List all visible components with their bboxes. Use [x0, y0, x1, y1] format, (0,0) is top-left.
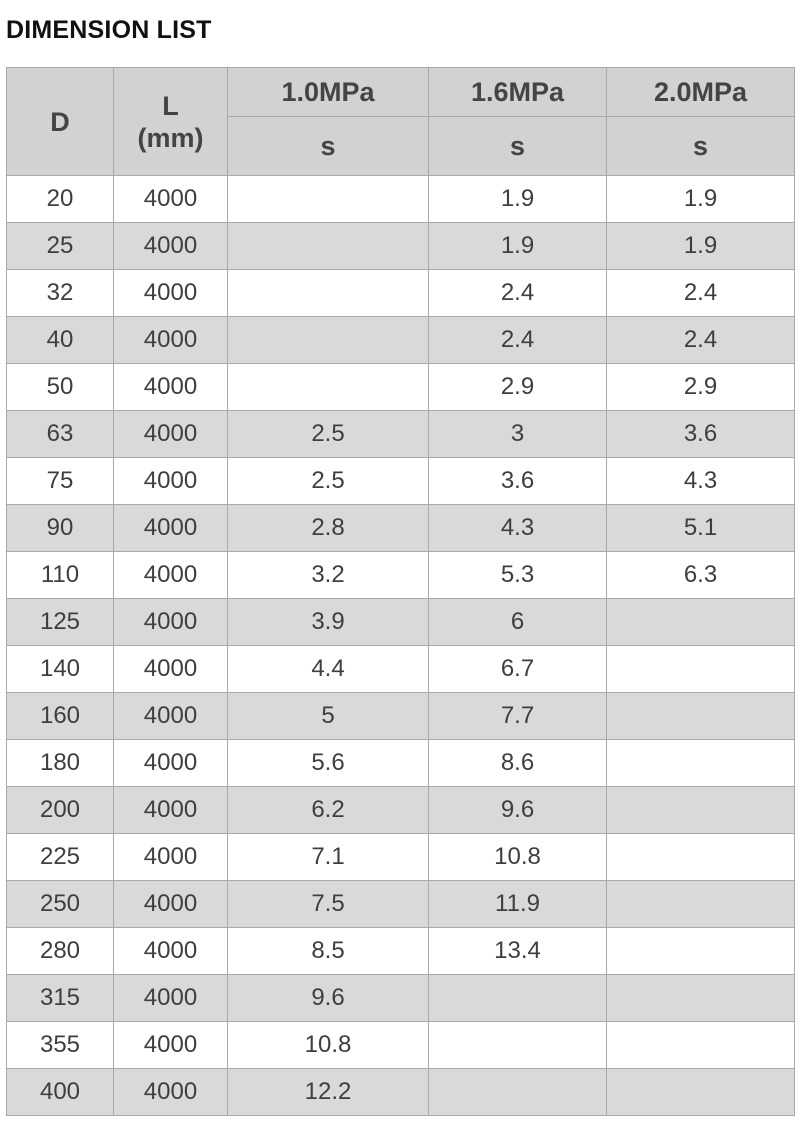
cell-l: 4000 — [114, 787, 228, 834]
cell-l: 4000 — [114, 458, 228, 505]
cell-s-2-0: 2.4 — [607, 270, 795, 317]
header-d: D — [7, 68, 114, 176]
cell-d: 315 — [7, 975, 114, 1022]
cell-l: 4000 — [114, 505, 228, 552]
cell-s-1-6: 1.9 — [429, 223, 607, 270]
cell-d: 50 — [7, 364, 114, 411]
cell-l: 4000 — [114, 646, 228, 693]
header-s-2-0: s — [607, 117, 795, 176]
table-row — [7, 1069, 795, 1116]
cell-s-2-0 — [607, 1022, 795, 1069]
cell-d: 40 — [7, 317, 114, 364]
cell-s-1-6 — [429, 975, 607, 1022]
cell-l: 4000 — [114, 693, 228, 740]
cell-s-1-0: 6.2 — [228, 787, 429, 834]
cell-s-2-0: 6.3 — [607, 552, 795, 599]
header-s-1-6: s — [429, 117, 607, 176]
cell-s-1-6: 10.8 — [429, 834, 607, 881]
cell-s-2-0 — [607, 646, 795, 693]
cell-l: 4000 — [114, 223, 228, 270]
cell-l: 4000 — [114, 411, 228, 458]
cell-d: 125 — [7, 599, 114, 646]
cell-d: 20 — [7, 176, 114, 223]
cell-s-1-0 — [228, 317, 429, 364]
cell-s-1-0: 7.1 — [228, 834, 429, 881]
cell-s-1-6: 3.6 — [429, 458, 607, 505]
table-row — [7, 646, 795, 693]
cell-s-1-6: 4.3 — [429, 505, 607, 552]
cell-s-1-0: 7.5 — [228, 881, 429, 928]
cell-s-1-0: 5 — [228, 693, 429, 740]
cell-s-1-0: 9.6 — [228, 975, 429, 1022]
cell-s-2-0 — [607, 740, 795, 787]
cell-d: 63 — [7, 411, 114, 458]
table-row — [7, 552, 795, 599]
cell-l: 4000 — [114, 317, 228, 364]
cell-s-1-0: 2.5 — [228, 458, 429, 505]
header-pressure-1-6: 1.6MPa — [429, 68, 607, 117]
cell-d: 355 — [7, 1022, 114, 1069]
cell-l: 4000 — [114, 928, 228, 975]
cell-d: 250 — [7, 881, 114, 928]
table-row — [7, 458, 795, 505]
table-row — [7, 364, 795, 411]
header-pressure-2-0: 2.0MPa — [607, 68, 795, 117]
cell-l: 4000 — [114, 552, 228, 599]
table-row — [7, 176, 795, 223]
cell-d: 400 — [7, 1069, 114, 1116]
cell-s-1-0 — [228, 364, 429, 411]
cell-s-1-0: 12.2 — [228, 1069, 429, 1116]
cell-s-1-6: 1.9 — [429, 176, 607, 223]
header-l-line1: L — [162, 90, 179, 121]
cell-s-1-0: 10.8 — [228, 1022, 429, 1069]
cell-s-1-0 — [228, 223, 429, 270]
cell-l: 4000 — [114, 975, 228, 1022]
cell-s-1-0: 3.9 — [228, 599, 429, 646]
dimension-table — [6, 67, 795, 1116]
cell-s-1-6: 6 — [429, 599, 607, 646]
cell-d: 225 — [7, 834, 114, 881]
cell-l: 4000 — [114, 1022, 228, 1069]
cell-s-1-0: 5.6 — [228, 740, 429, 787]
cell-d: 280 — [7, 928, 114, 975]
cell-s-1-0: 2.5 — [228, 411, 429, 458]
cell-d: 25 — [7, 223, 114, 270]
cell-s-1-6 — [429, 1069, 607, 1116]
table-row — [7, 599, 795, 646]
cell-d: 110 — [7, 552, 114, 599]
cell-s-2-0 — [607, 928, 795, 975]
cell-d: 160 — [7, 693, 114, 740]
table-row — [7, 881, 795, 928]
cell-d: 75 — [7, 458, 114, 505]
cell-d: 200 — [7, 787, 114, 834]
cell-s-2-0 — [607, 881, 795, 928]
cell-s-2-0: 2.4 — [607, 317, 795, 364]
cell-s-2-0: 5.1 — [607, 505, 795, 552]
cell-s-1-6: 11.9 — [429, 881, 607, 928]
cell-s-1-6: 2.9 — [429, 364, 607, 411]
cell-s-1-6: 3 — [429, 411, 607, 458]
cell-d: 180 — [7, 740, 114, 787]
table-row — [7, 928, 795, 975]
cell-s-1-0 — [228, 270, 429, 317]
cell-s-2-0: 4.3 — [607, 458, 795, 505]
cell-s-2-0 — [607, 975, 795, 1022]
cell-s-1-6: 2.4 — [429, 270, 607, 317]
cell-l: 4000 — [114, 740, 228, 787]
cell-s-1-6: 9.6 — [429, 787, 607, 834]
header-s-1-0: s — [228, 117, 429, 176]
header-l — [114, 68, 228, 176]
cell-s-1-0 — [228, 176, 429, 223]
cell-s-2-0: 1.9 — [607, 223, 795, 270]
cell-s-1-6 — [429, 1022, 607, 1069]
table-row — [7, 505, 795, 552]
cell-d: 32 — [7, 270, 114, 317]
table-row — [7, 411, 795, 458]
table-header — [7, 68, 795, 176]
cell-s-2-0: 2.9 — [607, 364, 795, 411]
table-row — [7, 317, 795, 364]
header-pressure-1-0: 1.0MPa — [228, 68, 429, 117]
table-row — [7, 693, 795, 740]
cell-s-1-6: 2.4 — [429, 317, 607, 364]
table-row — [7, 223, 795, 270]
table-row — [7, 975, 795, 1022]
cell-s-1-0: 2.8 — [228, 505, 429, 552]
cell-l: 4000 — [114, 176, 228, 223]
table-row — [7, 740, 795, 787]
cell-s-2-0 — [607, 1069, 795, 1116]
cell-l: 4000 — [114, 881, 228, 928]
cell-s-2-0 — [607, 693, 795, 740]
cell-d: 90 — [7, 505, 114, 552]
cell-s-2-0: 3.6 — [607, 411, 795, 458]
cell-s-1-6: 7.7 — [429, 693, 607, 740]
table-row — [7, 270, 795, 317]
cell-l: 4000 — [114, 1069, 228, 1116]
cell-s-1-6: 5.3 — [429, 552, 607, 599]
table-row — [7, 834, 795, 881]
cell-s-1-0: 4.4 — [228, 646, 429, 693]
cell-s-1-0: 3.2 — [228, 552, 429, 599]
cell-s-2-0: 1.9 — [607, 176, 795, 223]
cell-l: 4000 — [114, 599, 228, 646]
cell-s-2-0 — [607, 834, 795, 881]
cell-s-2-0 — [607, 787, 795, 834]
cell-s-1-6: 6.7 — [429, 646, 607, 693]
page-title: DIMENSION LIST — [6, 16, 212, 44]
cell-l: 4000 — [114, 834, 228, 881]
table-row — [7, 787, 795, 834]
cell-d: 140 — [7, 646, 114, 693]
table-row — [7, 1022, 795, 1069]
header-l-line2: (mm) — [137, 122, 204, 153]
table-body — [7, 176, 795, 1116]
cell-s-2-0 — [607, 599, 795, 646]
cell-l: 4000 — [114, 364, 228, 411]
cell-l: 4000 — [114, 270, 228, 317]
cell-s-1-6: 8.6 — [429, 740, 607, 787]
cell-s-1-6: 13.4 — [429, 928, 607, 975]
cell-s-1-0: 8.5 — [228, 928, 429, 975]
